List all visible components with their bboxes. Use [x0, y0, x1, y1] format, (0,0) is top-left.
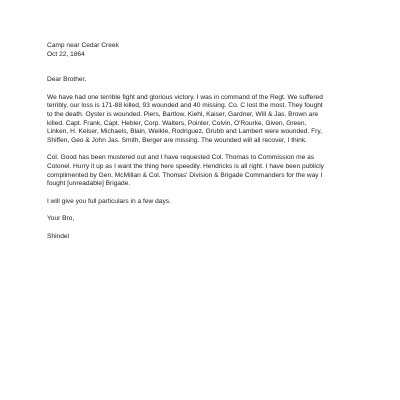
- heading-date: Oct 22, 1864: [47, 50, 85, 58]
- signature: Shindel: [47, 232, 69, 240]
- paragraph-line: killed. Capt. Frank, Capt. Hebler, Corp. Walters, Pointer, Colvin, O'Rourke, Given, Green,: [47, 119, 307, 127]
- paragraph-line: fought [unreadable] Brigade.: [47, 180, 131, 188]
- letter-body: [47, 42, 359, 242]
- heading-place: Camp near Cedar Creek: [47, 42, 119, 49]
- paragraph-line: Col. Good has been mustered out and I have requested Col. Thomas to Commission me as: [47, 154, 315, 162]
- closing: Your Bro,: [47, 215, 75, 223]
- paragraph-2: [47, 154, 359, 188]
- paragraph-line: Shiffen, Geo & John Jas. Smith, Berger are missing. The wounded will all recover, I think.: [47, 136, 307, 144]
- paragraph-3: I will give you full particulars in a few days.: [47, 197, 171, 205]
- salutation: Dear Brother,: [47, 76, 87, 84]
- paragraph-line: complimented by Gen. McMillan & Col. Thomas' Division & Brigade Commanders for the way I: [47, 171, 323, 179]
- paragraph-line: Linken, H. Keiser, Michaels, Blain, Weikle, Rodriguez, Grubb and Lambert were wounded. Fry,: [47, 128, 322, 136]
- paragraph-line: We have had one terrible fight and glorious victory. I was in command of the Regt. We suffered: [47, 93, 323, 101]
- letter-heading: [47, 42, 359, 59]
- paragraph-line: Colonel. Hurry it up as I want the thing here speedily. Hendricks is all right. I have been publicly: [47, 162, 324, 170]
- paragraph-line: terribly, our loss is 171-88 killed, 93 wounded and 40 missing. Co. C lost the most. They fought: [47, 102, 323, 110]
- paragraph-1: [47, 94, 359, 146]
- paragraph-line: to the death. Oyster is wounded. Piers, Bartlow, Kiehl, Kaiser, Gardner, Will & Jas. Brown are: [47, 110, 319, 118]
